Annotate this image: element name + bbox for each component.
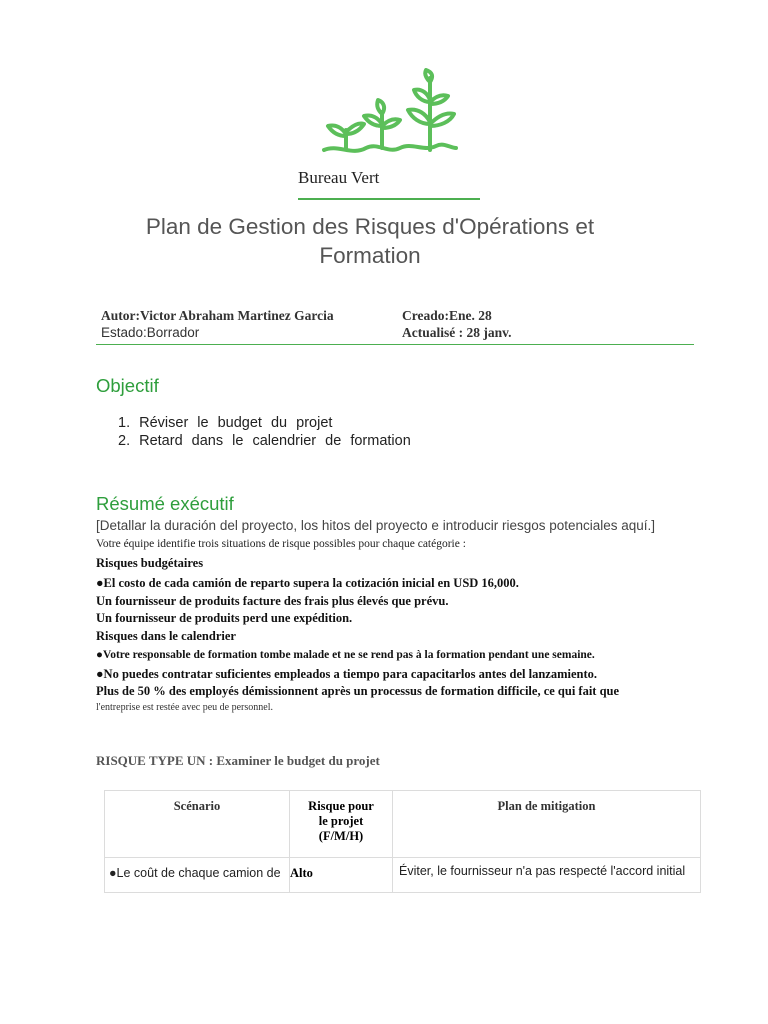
column-header-risk <box>290 791 393 858</box>
budget-risks-heading: Risques budgétaires <box>96 556 204 570</box>
budget-risk-item: Un fournisseur de produits perd une expédition. <box>96 611 353 625</box>
logo-text: Bureau Vert <box>298 168 380 187</box>
objective-list <box>118 414 411 450</box>
column-header-scenario-label: Scénario <box>173 799 221 813</box>
summary-placeholder: [Detallar la duración del proyecto, los hitos del proyecto e introducir riesgos potenciales aquí.] <box>96 518 656 533</box>
list-item: 1. Réviser le budget du projet <box>118 415 333 431</box>
author: Autor:Victor Abraham Martinez Garcia <box>101 308 334 323</box>
column-header-mitigation-label: Plan de mitigation <box>497 799 596 813</box>
schedule-risk-item: Plus de 50 % des employés démissionnent après un processus de formation difficile, ce qui fait que <box>96 684 620 698</box>
budget-risk-item: ●El costo de cada camión de reparto supera la cotización inicial en USD 16,000. <box>96 576 519 590</box>
column-header-scenario <box>105 791 290 858</box>
mitigation-cell: Éviter, le fournisseur n'a pas respecté l'accord initial <box>393 858 701 893</box>
logo <box>298 68 480 203</box>
created-date: Creado:Ene. 28 <box>402 308 492 323</box>
updated-date: Actualisé : 28 janv. <box>402 325 512 340</box>
table-row <box>105 858 701 893</box>
objective-heading: Objectif <box>96 375 159 396</box>
document-title: Plan de Gestion des Risques d'Opérations et Formation <box>145 214 595 268</box>
status: Estado:Borrador <box>101 325 200 340</box>
scenario-cell: ●Le coût de chaque camion de <box>105 858 290 893</box>
schedule-risk-item-tail: l'entreprise est restée avec peu de personnel. <box>96 702 273 713</box>
column-header-risk-line: Risque pour <box>308 799 374 813</box>
budget-risk-item: Un fournisseur de produits facture des frais plus élevés que prévu. <box>96 594 449 608</box>
table-header-row <box>105 791 701 858</box>
summary-intro: Votre équipe identifie trois situations de risque possibles pour chaque catégorie : <box>96 538 466 550</box>
risk-type-one-heading: RISQUE TYPE UN : Examiner le budget du projet <box>96 753 380 768</box>
schedule-risk-item: ●Votre responsable de formation tombe malade et ne se rend pas à la formation pendant une semaine. <box>96 649 595 661</box>
summary-heading: Résumé exécutif <box>96 493 234 514</box>
meta-divider <box>96 344 694 345</box>
column-header-mitigation <box>393 791 701 858</box>
list-item: 2. Retard dans le calendrier de formation <box>118 433 411 449</box>
logo-underline <box>298 198 480 200</box>
schedule-risks-heading: Risques dans le calendrier <box>96 629 236 643</box>
column-header-risk-line: le projet <box>318 814 364 828</box>
risk-level-cell: Alto <box>290 858 393 893</box>
schedule-risk-item: ●No puedes contratar suficientes empleados a tiempo para capacitarlos antes del lanzamiento. <box>96 667 598 681</box>
sprouts-icon <box>320 68 460 163</box>
risk-table <box>104 790 701 893</box>
column-header-risk-line: (F/M/H) <box>318 829 364 843</box>
